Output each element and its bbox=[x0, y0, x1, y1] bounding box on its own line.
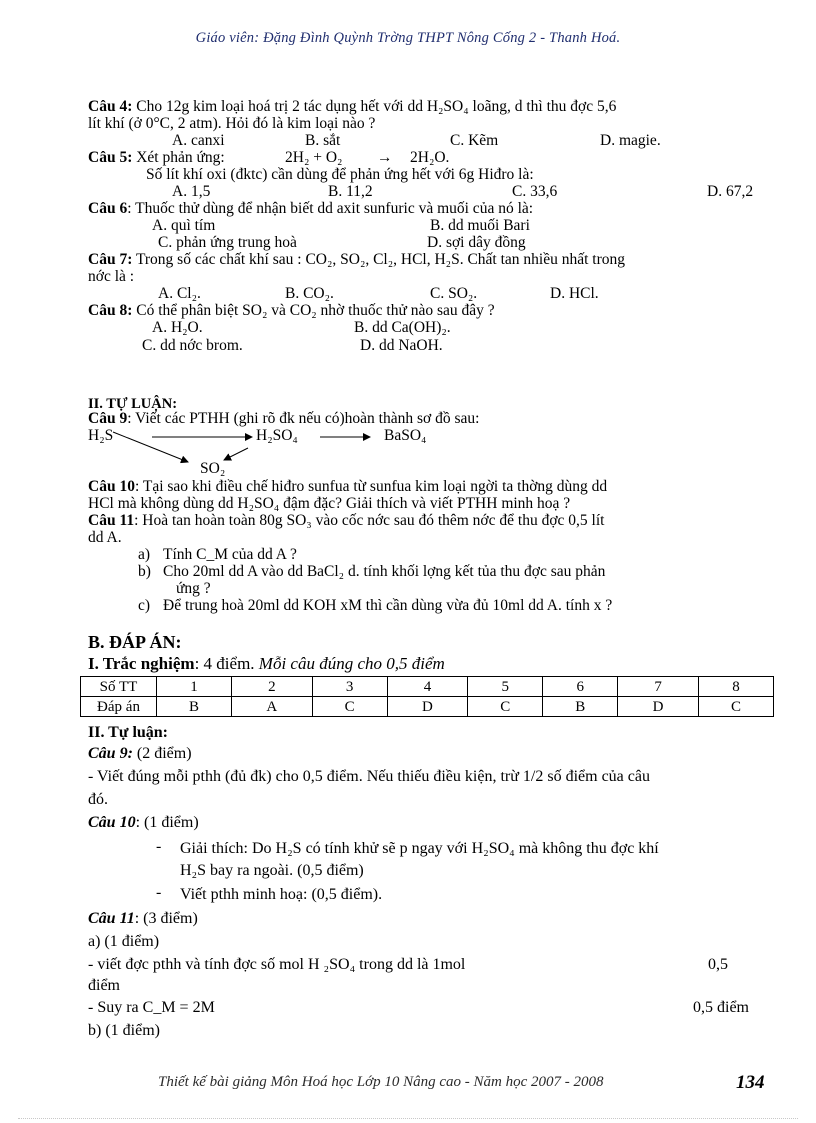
essay-c10-points: : (1 điểm) bbox=[135, 814, 199, 831]
q5-option-b: B. 11,2 bbox=[328, 183, 373, 200]
question-4 bbox=[88, 99, 616, 115]
essay-c9-line-2: đó. bbox=[88, 791, 108, 808]
reaction-scheme-arrows bbox=[80, 420, 380, 470]
q7-option-a: A. Cl₂. bbox=[158, 285, 201, 302]
q11-b-marker: b) bbox=[138, 563, 151, 580]
essay-c10-bullet-1-line-2: H₂S bay ra ngoài. (0,5 điểm) bbox=[180, 862, 364, 879]
mc-heading bbox=[88, 654, 445, 674]
q7-option-c: C. SO₂. bbox=[430, 285, 478, 302]
mc-points: : 4 điểm. bbox=[194, 654, 255, 673]
row-head-answer: Đáp án bbox=[81, 697, 157, 717]
table-cell: D bbox=[387, 697, 468, 717]
question-5 bbox=[88, 150, 225, 166]
q8-option-a: A. H₂O. bbox=[152, 319, 203, 336]
q11-text-1: : Hoà tan hoàn toàn 80g SO₃ vào cốc nớc sau đó thêm nớc để thu đợc 0,5 lít bbox=[134, 512, 605, 529]
q11-text-2: dd A. bbox=[88, 529, 122, 546]
q8-option-b: B. dd Ca(OH)₂. bbox=[354, 319, 451, 336]
q4-option-b: B. sắt bbox=[305, 132, 341, 149]
table-cell: B bbox=[157, 697, 232, 717]
table-row-answers bbox=[81, 697, 774, 717]
essay-c11-heading bbox=[88, 910, 198, 928]
table-cell: 5 bbox=[468, 677, 543, 697]
answer-key-table bbox=[80, 676, 774, 717]
q6-option-a: A. quì tím bbox=[152, 217, 216, 234]
q7-text-2: nớc là : bbox=[88, 268, 135, 285]
q11-b-line-2: ứng ? bbox=[176, 580, 211, 597]
table-cell: 8 bbox=[698, 677, 773, 697]
scheme-h2s: H₂S bbox=[88, 427, 114, 444]
essay-c10-label: Câu 10 bbox=[88, 814, 136, 831]
q6-text-1: : Thuốc thử dùng để nhận biết dd axit sunfuric và muối của nó là: bbox=[127, 200, 534, 217]
q11-c: Để trung hoà 20ml dd KOH xM thì cần dùng vừa đủ 10ml dd A. tính x ? bbox=[163, 597, 613, 614]
essay-c10-heading bbox=[88, 814, 199, 832]
q8-text-1: Có thể phân biệt SO₂ và CO₂ nhờ thuốc thử nào sau đây ? bbox=[136, 302, 495, 319]
table-cell: C bbox=[698, 697, 773, 717]
table-cell: 2 bbox=[232, 677, 313, 697]
table-cell: C bbox=[312, 697, 387, 717]
q7-option-d: D. HCl. bbox=[550, 285, 599, 302]
bullet-icon: - bbox=[156, 884, 162, 901]
bullet-icon: - bbox=[156, 838, 162, 855]
question-7 bbox=[88, 252, 625, 268]
q5-option-a: A. 1,5 bbox=[172, 183, 211, 200]
question-6 bbox=[88, 201, 533, 217]
table-row-numbers bbox=[81, 677, 774, 697]
scheme-baso4: BaSO₄ bbox=[384, 427, 427, 444]
q10-text-2: HCl mà không dùng dd H₂SO₄ đậm đặc? Giải thích và viết PTHH minh hoạ ? bbox=[88, 495, 571, 512]
q4-option-d: D. magie. bbox=[600, 132, 661, 149]
section-essay-title: II. TỰ LUẬN: bbox=[88, 396, 178, 412]
q7-label: Câu 7: bbox=[88, 251, 133, 268]
q6-option-c: C. phản ứng trung hoà bbox=[158, 234, 297, 251]
essay-c11-cm-score: 0,5 điểm bbox=[693, 999, 749, 1016]
q4-option-a: A. canxi bbox=[172, 132, 225, 149]
q5-option-c: C. 33,6 bbox=[512, 183, 558, 200]
essay-c9-heading bbox=[88, 745, 192, 763]
table-cell: 4 bbox=[387, 677, 468, 697]
table-cell: A bbox=[232, 697, 313, 717]
scheme-h2so4: H₂SO₄ bbox=[256, 427, 298, 444]
q4-text-1: Cho 12g kim loại hoá trị 2 tác dụng hết với dd H₂SO₄ loãng, d thì thu đợc 5,6 bbox=[136, 98, 617, 115]
q11-a: Tính C_M của dd A ? bbox=[163, 546, 297, 563]
essay-c9-points: (2 điểm) bbox=[136, 745, 192, 762]
essay-c11-a: a) (1 điểm) bbox=[88, 933, 160, 950]
q4-text-2: lít khí (ở 0°C, 2 atm). Hỏi đó là kim loại nào ? bbox=[88, 115, 376, 132]
page-number: 134 bbox=[736, 1072, 765, 1093]
q8-label: Câu 8: bbox=[88, 302, 133, 319]
q5-reaction-left: 2H₂ + O₂ bbox=[285, 149, 343, 166]
page-footer: Thiết kế bài giảng Môn Hoá học Lớp 10 Nâng cao - Năm học 2007 - 2008 bbox=[158, 1074, 604, 1090]
essay-c11-label: Câu 11 bbox=[88, 910, 135, 927]
q5-reaction-right: 2H₂O. bbox=[410, 149, 450, 166]
question-10 bbox=[88, 479, 607, 495]
q10-label: Câu 10 bbox=[88, 478, 135, 495]
q7-option-b: B. CO₂. bbox=[285, 285, 334, 302]
q4-option-c: C. Kẽm bbox=[450, 132, 499, 149]
q5-text-2: Số lít khí oxi (đktc) cần dùng để phản ứng hết với 6g Hiđro là: bbox=[146, 166, 534, 183]
answers-title: B. ĐÁP ÁN: bbox=[88, 632, 182, 652]
scheme-so2: SO₂ bbox=[200, 460, 226, 477]
question-8 bbox=[88, 303, 495, 319]
table-cell: D bbox=[618, 697, 699, 717]
row-head-number: Số TT bbox=[81, 677, 157, 697]
essay-c9-line-1: - Viết đúng mỗi pthh (đủ đk) cho 0,5 điểm. Nếu thiếu điều kiện, trừ 1/2 số điểm của câu bbox=[88, 768, 650, 785]
arrow-h2so4-to-so2 bbox=[224, 448, 248, 460]
page-bottom-divider bbox=[18, 1118, 798, 1119]
q5-reaction-arrow: → bbox=[377, 149, 393, 166]
q8-option-d: D. dd NaOH. bbox=[360, 337, 443, 354]
q5-label: Câu 5: bbox=[88, 149, 133, 166]
q5-text-1: Xét phản ứng: bbox=[136, 149, 225, 166]
essay-c11-cm: - Suy ra C_M = 2M bbox=[88, 999, 215, 1016]
q10-text-1: : Tại sao khi điều chế hiđro sunfua từ sunfua kim loại ngời ta thờng dùng dd bbox=[134, 478, 608, 495]
mc-note: Mỗi câu đúng cho 0,5 điểm bbox=[258, 654, 445, 673]
q6-option-d: D. sợi dây đồng bbox=[427, 234, 526, 251]
essay-c11-a-score: 0,5 bbox=[708, 956, 728, 973]
q4-label: Câu 4: bbox=[88, 98, 133, 115]
table-cell: 1 bbox=[157, 677, 232, 697]
essay-answers-title: II. Tự luận: bbox=[88, 724, 169, 741]
essay-c10-bullet-2: Viết pthh minh hoạ: (0,5 điểm). bbox=[180, 886, 383, 903]
table-cell: 6 bbox=[543, 677, 618, 697]
essay-c11-points: : (3 điểm) bbox=[134, 910, 198, 927]
q8-option-c: C. dd nớc brom. bbox=[142, 337, 243, 354]
essay-c11-a-line-1: - viết đợc pthh và tính đợc số mol H ₂SO₄ trong dd là 1mol bbox=[88, 956, 466, 973]
q9-label: Câu 9 bbox=[88, 410, 128, 427]
essay-c11-a-line-2: điểm bbox=[88, 977, 120, 994]
q9-text-1: : Viết các PTHH (ghi rõ đk nếu có)hoàn thành sơ đồ sau: bbox=[127, 410, 480, 427]
q6-label: Câu 6 bbox=[88, 200, 128, 217]
q7-text-1: Trong số các chất khí sau : CO₂, SO₂, Cl₂, HCl, H₂S. Chất tan nhiều nhất trong bbox=[135, 251, 625, 268]
question-11 bbox=[88, 513, 604, 529]
page-header: Giáo viên: Đặng Đình Quỳnh Trờng THPT Nông Cống 2 - Thanh Hoá. bbox=[195, 30, 621, 46]
q11-c-marker: c) bbox=[138, 597, 151, 614]
q11-a-marker: a) bbox=[138, 546, 151, 563]
table-cell: B bbox=[543, 697, 618, 717]
essay-c11-b: b) (1 điểm) bbox=[88, 1022, 160, 1039]
table-cell: 3 bbox=[312, 677, 387, 697]
table-cell: 7 bbox=[618, 677, 699, 697]
mc-title: I. Trắc nghiệm bbox=[88, 654, 195, 673]
table-cell: C bbox=[468, 697, 543, 717]
essay-c9-label: Câu 9: bbox=[88, 745, 133, 762]
essay-c10-bullet-1-line-1: Giải thích: Do H₂S có tính khử sẽ p ngay với H₂SO₄ mà không thu đợc khí bbox=[180, 840, 659, 857]
q6-option-b: B. dd muối Bari bbox=[430, 217, 530, 234]
q11-b-line-1: Cho 20ml dd A vào dd BaCl₂ d. tính khối lợng kết tủa thu đợc sau phản bbox=[163, 563, 606, 580]
q11-label: Câu 11 bbox=[88, 512, 135, 529]
q5-option-d: D. 67,2 bbox=[707, 183, 754, 200]
